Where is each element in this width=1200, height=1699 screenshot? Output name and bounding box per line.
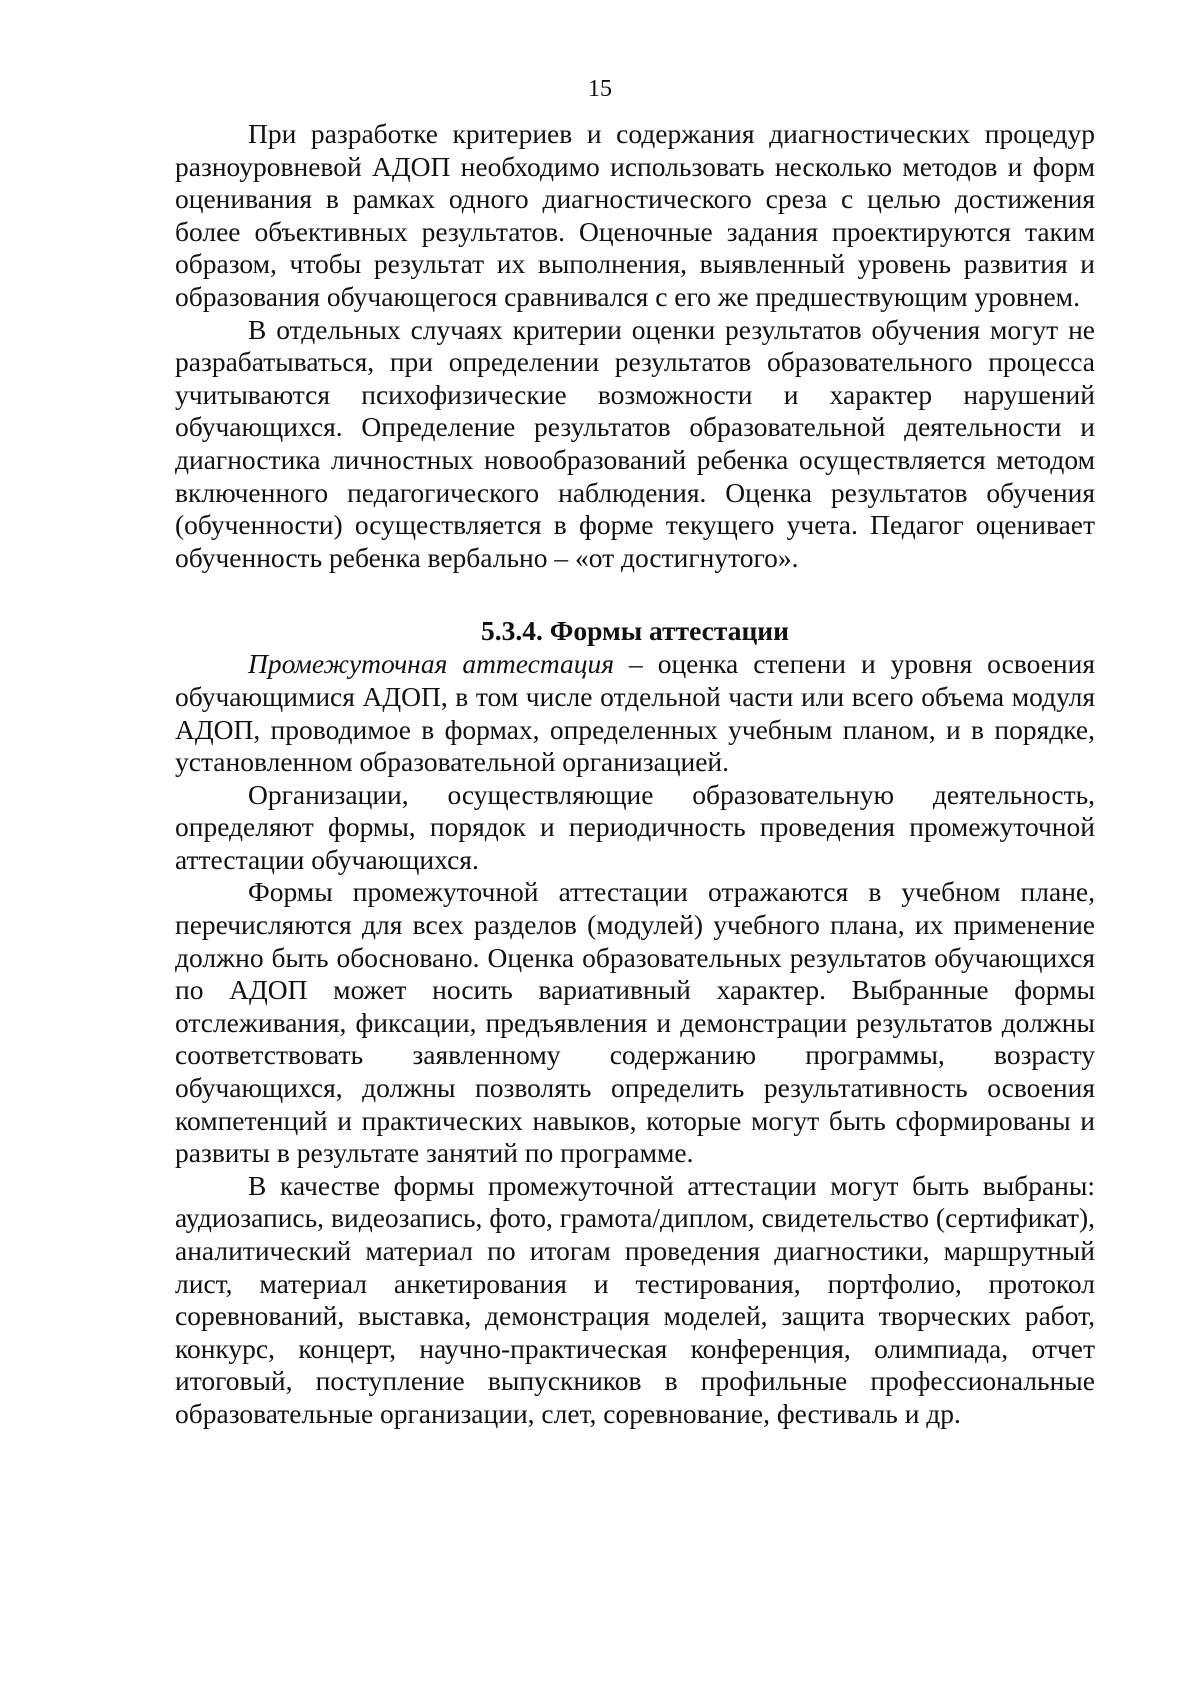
paragraph-form-options: В качестве формы промежуточной аттестации могут быть выбраны: аудиозапись, видеозапись, фото, грамота/диплом, свидетельство (сертификат), аналитический материал по итогам проведения диагностики, маршрутный лист, материал анкетирования и тестирования, портфолио, протокол соревнований, выставка, демонстрация моделей, защита творческих работ, конкурс, концерт, научно-практическая конференция, олимпиада, отчет итоговый, поступление выпускников в профильные профессиональные образовательные организации, слет, соревнование, фестиваль и др. <box>175 1169 1095 1429</box>
paragraph-evaluation-criteria: В отдельных случаях критерии оценки результатов обучения могут не разрабатываться, при определении результатов образовательного процесса учитываются психофизические возможности и характер нарушений обучающихся. Определение результатов образовательной деятельности и диагностика личностных новообразований ребенка осуществляется методом включенного педагогического наблюдения. Оценка результатов обучения (обученности) осуществляется в форме текущего учета. Педагог оценивает обученность ребенка вербально – «от достигнутого». <box>175 313 1095 573</box>
definition-term: Промежуточная аттестация <box>248 648 615 680</box>
definition-text: – оценка степени и уровня освоения обучающимися АДОП, в том числе отдельной части или всего объема модуля АДОП, проводимое в формах, определенных учебным планом, и в порядке, установленном образовательной организацией. <box>175 648 1095 778</box>
page-content <box>175 118 1095 1431</box>
page-number: 15 <box>588 76 612 102</box>
paragraph-attestation-forms: Формы промежуточной аттестации отражаются в учебном плане, перечисляются для всех разделов (модулей) учебного плана, их применение должно быть обосновано. Оценка образовательных результатов обучающихся по АДОП может носить вариативный характер. Выбранные формы отслеживания, фиксации, предъявления и демонстрации результатов должны соответствовать заявленному содержанию программы, возрасту обучающихся, должны позволять определить результативность освоения компетенций и практических навыков, которые могут быть сформированы и развиты в результате занятий по программе. <box>175 876 1095 1169</box>
paragraph-organizations: Организации, осуществляющие образовательную деятельность, определяют формы, порядок и периодичность проведения промежуточной аттестации обучающихся. <box>175 778 1095 875</box>
paragraph-interim-attestation-definition <box>175 648 1095 778</box>
paragraph-diagnostic-procedures: При разработке критериев и содержания диагностических процедур разноуровневой АДОП необходимо использовать несколько методов и форм оценивания в рамках одного диагностического среза с целью достижения более объективных результатов. Оценочные задания проектируются таким образом, чтобы результат их выполнения, выявленный уровень развития и образования обучающегося сравнивался с его же предшествующим уровнем. <box>175 118 1095 312</box>
section-heading: 5.3.4. Формы аттестации <box>480 615 789 647</box>
